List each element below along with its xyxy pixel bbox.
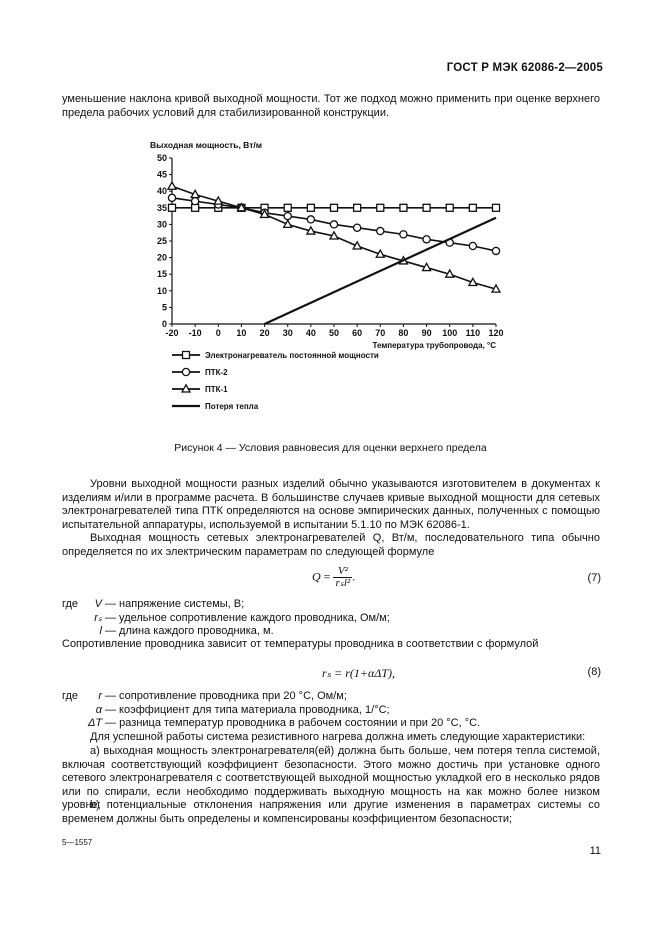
series-constant-power-point	[493, 204, 500, 211]
x-tick-label: 90	[421, 328, 432, 338]
where-definition: — длина каждого проводника, м.	[105, 625, 274, 637]
chart-svg	[150, 140, 520, 420]
series-constant-power-point	[354, 204, 361, 211]
footer-code: 5—1557	[62, 838, 93, 847]
series-ptk-2-point	[168, 194, 175, 201]
x-tick-label: 100	[442, 328, 458, 338]
series-constant-power-point	[400, 204, 407, 211]
intro-paragraph: уменьшение наклона кривой выходной мощности. Тот же подход можно применить при оценке верхнего предела рабочих условий для стабилизированной конструкции.	[62, 93, 600, 119]
paragraph-output-power: Выходная мощность сетевых электронагревателей Q, Вт/м, последовательного типа обычно определяется по их электрическим параметрам по следующей формуле	[62, 532, 600, 558]
series-ptk-2-point	[423, 236, 430, 243]
y-tick-label: 30	[156, 219, 167, 230]
series-ptk-2-point	[469, 242, 476, 249]
where-symbol: r	[98, 690, 102, 702]
formula-7-denominator: rₛl²	[335, 577, 351, 589]
x-tick-label: 110	[465, 328, 481, 338]
series-ptk-2-point	[284, 213, 291, 220]
where-symbol: V	[94, 598, 102, 610]
where-1-item	[62, 625, 600, 639]
x-tick-label: -20	[165, 328, 179, 338]
x-tick-label: 60	[352, 328, 363, 338]
where-symbol: l	[99, 625, 102, 637]
formula-7-numerator: V²	[333, 566, 352, 578]
y-tick-label: 10	[156, 285, 167, 296]
x-tick-label: 120	[488, 328, 504, 338]
y-tick-label: 15	[156, 269, 167, 280]
series-constant-power-point	[423, 204, 430, 211]
series-ptk-2-point	[354, 224, 361, 231]
series-constant-power-point	[284, 204, 291, 211]
x-tick-label: 30	[282, 328, 293, 338]
paragraph-output-levels: Уровни выходной мощности разных изделий обычно указываются изготовителем в документах к изделиям и/или в программе расчета. В большинстве случаев кривые выходной мощности для сетевых электронагревателей типа ПТК определяются на основе эмпирических данных, полученных с помощью испытательной аппаратуры, используемой в испытании 5.1.10 по МЭК 62086-1.	[62, 478, 600, 531]
paragraph-resistance: Сопротивление проводника зависит от температуры проводника в соответствии с формулой	[62, 638, 539, 650]
where-2-item	[62, 717, 600, 731]
where-definition: — удельное сопротивление каждого проводника, Ом/м;	[105, 611, 390, 624]
where-definition: — напряжение системы, В;	[105, 598, 245, 610]
y-tick-label: 25	[156, 236, 167, 246]
x-tick-label: 80	[398, 328, 409, 338]
series-ptk-2-point	[400, 231, 407, 238]
x-tick-label: -10	[188, 328, 202, 338]
x-tick-label: 50	[328, 328, 340, 338]
series-constant-power-point	[331, 204, 338, 211]
series-ptk-1-point	[168, 182, 176, 189]
legend-label: Электронагреватель постоянной мощности	[205, 351, 379, 360]
x-tick-label: 20	[259, 328, 270, 338]
page-number: 11	[589, 845, 601, 857]
y-tick-label: 45	[156, 169, 167, 180]
legend-label: ПТК-1	[205, 385, 228, 394]
where-definition: — коэффициент для типа материала проводника, 1/°С;	[105, 703, 390, 716]
series-ptk-2-point	[330, 221, 337, 228]
series-ptk-2-point	[307, 216, 314, 223]
where-symbol: rₛ	[94, 611, 102, 624]
x-tick-label: 40	[305, 328, 316, 338]
y-tick-label: 0	[161, 319, 167, 329]
figure-4-chart	[150, 140, 520, 420]
where-2-item	[62, 704, 600, 718]
where-1-item	[62, 612, 600, 626]
where-definition: — сопротивление проводника при 20 °С, Ом/м;	[105, 690, 347, 702]
x-tick-label: 70	[375, 328, 386, 338]
formula-7: Q = $\frac{\text{V²}}{\text{rₛl²}}$ .	[312, 565, 356, 589]
where-prefix: где	[62, 690, 79, 702]
series-constant-power-point	[469, 204, 476, 211]
legend-swatch-marker	[182, 368, 189, 375]
paragraph-requirements: Для успешной работы система резистивного нагрева должна иметь следующие характеристики:	[90, 731, 586, 743]
where-symbol: ΔT	[88, 717, 103, 729]
where-prefix: где	[62, 598, 79, 610]
series-constant-power-point	[307, 204, 314, 211]
series-constant-power-point	[169, 204, 176, 211]
formula-7-lhs: Q	[312, 569, 321, 584]
paragraph-item-a: a) выходная мощность электронагревателя(ей) должна быть больше, чем потеря тепла системой, включая соответствующий коэффициент безопасности. Этого можно достичь при установке одного сетевого электронагревателя с соответствующей выходной мощностью укладкой его в несколько рядов или по спирали, если необходимо поддерживать выходную мощность на как можно более низком уровне;	[62, 745, 600, 811]
legend-label: ПТК-2	[205, 368, 228, 377]
x-tick-label: 10	[236, 328, 247, 338]
series-ptk-2-point	[377, 227, 384, 234]
where-1-item	[62, 598, 600, 612]
formula-7-number: (7)	[587, 572, 601, 584]
x-axis-label: Температура трубопровода, °С	[372, 341, 496, 350]
series-ptk-2-point	[492, 247, 499, 254]
document-header: ГОСТ Р МЭК 62086-2—2005	[446, 62, 603, 74]
y-tick-label: 35	[156, 202, 167, 213]
formula-8-number: (8)	[587, 666, 601, 678]
y-tick-label: 50	[156, 153, 167, 163]
formula-8: rₛ = r(1+αΔT),	[322, 666, 396, 680]
y-tick-label: 40	[156, 186, 167, 197]
x-tick-label: 0	[215, 328, 221, 338]
where-definition: — разница температур проводника в рабочем состоянии и при 20 °С, °С.	[105, 717, 481, 729]
figure-caption: Рисунок 4 — Условия равновесия для оценки верхнего предела	[174, 442, 487, 454]
series-constant-power-point	[377, 204, 384, 211]
y-tick-label: 5	[161, 302, 167, 313]
y-tick-label: 20	[156, 252, 167, 263]
paragraph-item-b: b) потенциальные отклонения напряжения или другие изменения в параметрах системы со временем должны быть определены и компенсированы коэффициентом безопасности;	[62, 799, 600, 825]
series-ptk-2-point	[192, 198, 199, 205]
legend-label: Потеря тепла	[205, 402, 259, 411]
legend-swatch-marker	[183, 352, 190, 359]
where-symbol: α	[95, 703, 102, 716]
y-axis-label: Выходная мощность, Вт/м	[150, 140, 263, 150]
series-constant-power-point	[446, 204, 453, 211]
where-2-item	[62, 690, 600, 704]
